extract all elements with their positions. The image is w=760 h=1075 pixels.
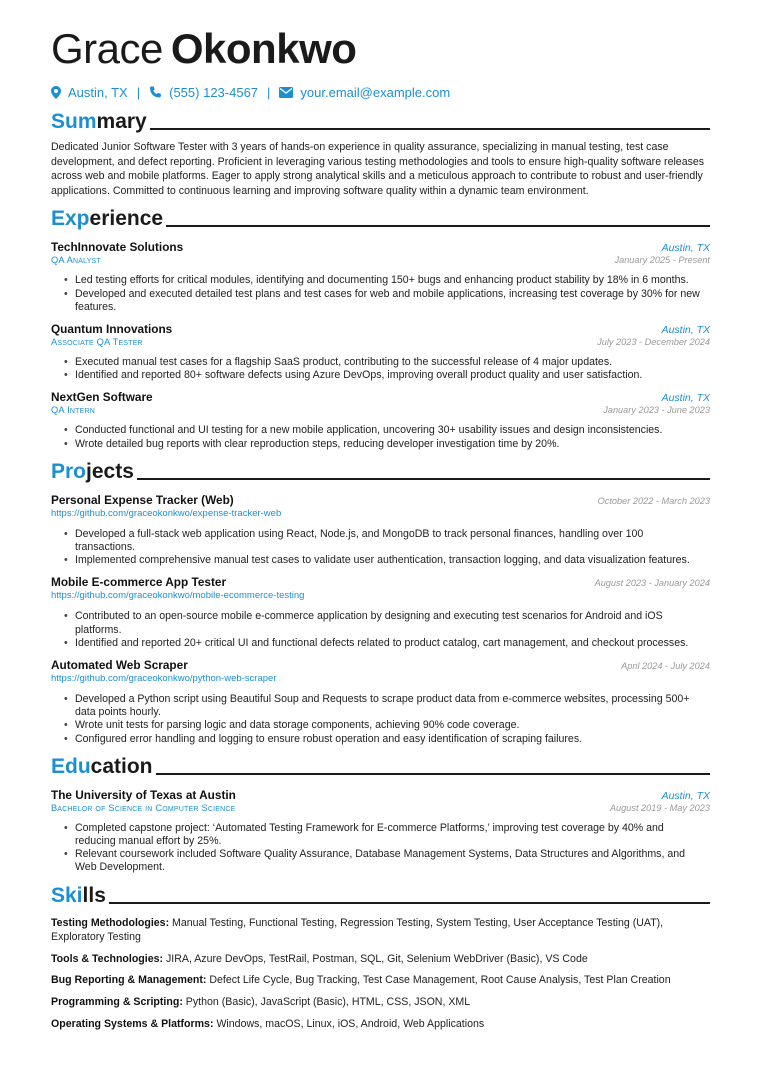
job-dates: January 2025 - Present [614,255,710,266]
job-title: QA Intern [51,405,95,416]
job-dates: July 2023 - December 2024 [597,336,710,347]
bullet-item: • Developed a full-stack web application using React, Node.js, and MongoDB to track personal finances, handling over 100 transactions. [75,528,710,554]
project-dates: October 2022 - March 2023 [597,495,710,506]
section-rule [150,128,710,130]
skill-row [51,952,710,967]
contact-line [51,83,710,101]
bullet-item: • Completed capstone project: ‘Automated Testing Framework for E-commerce Platforms,’ improving test coverage by 40% and reducing manual effort by 25%. [75,822,710,848]
contact-location [51,85,128,100]
contact-separator: | [267,84,271,100]
job-location: Austin, TX [661,392,710,405]
job-dates: January 2023 - June 2023 [603,405,710,416]
project-name: Personal Expense Tracker (Web) [51,492,234,507]
first-name: Grace [51,25,163,72]
location-text: Austin, TX [68,84,128,100]
bullet-list [51,356,710,382]
bullet-list [51,822,710,875]
skill-value: Windows, macOS, Linux, iOS, Android, Web Applications [216,1017,485,1030]
section-rule [109,902,710,904]
bullet-list [51,610,710,650]
bullet-item: • Conducted functional and UI testing for a new mobile application, uncovering 30+ usability issues and design inconsistencies. [75,424,710,437]
bullet-item: • Led testing efforts for critical modules, identifying and documenting 150+ bugs and enhancing product stability by 18% in 6 months. [75,274,710,287]
map-pin-icon [51,86,61,99]
experience-entry [51,322,710,382]
skill-row [51,995,710,1010]
bullet-item: • Developed and executed detailed test plans and test cases for web and mobile applications, increasing test coverage by 30% for new features. [75,288,710,314]
project-dates: April 2024 - July 2024 [621,661,710,672]
job-location: Austin, TX [661,242,710,255]
project-link[interactable]: https://github.com/graceokonkwo/python-web-scraper [51,673,277,685]
phone-icon [149,86,162,99]
bullet-item: • Identified and reported 20+ critical UI and functional defects related to product catalog, cart management, and checkout processes. [75,637,710,650]
contact-email[interactable] [279,85,450,100]
bullet-item: • Contributed to an open-source mobile e-commerce application by designing and executing test scenarios for Android and iOS platforms. [75,610,710,636]
project-name: Automated Web Scraper [51,658,188,673]
section-rule [166,225,710,227]
candidate-name [51,24,710,74]
bullet-item: • Executed manual test cases for a flagship SaaS product, contributing to the successful release of 4 major updates. [75,356,710,369]
section-title: Skills [51,883,106,907]
bullet-list [51,424,710,450]
education-dates: August 2019 - May 2023 [609,802,710,813]
contact-separator: | [136,84,141,100]
job-title: Associate QA Tester [51,336,143,347]
contact-phone[interactable] [149,85,258,100]
skill-row [51,916,710,945]
bullet-item: • Wrote unit tests for parsing logic and data storage components, achieving 90% code coverage. [75,719,710,732]
skill-value: Manual Testing, Functional Testing, Regression Testing, System Testing, User Acceptance Testing (UAT), Exploratory Testing [51,916,664,944]
section-rule [156,773,710,775]
skill-value: Defect Life Cycle, Bug Tracking, Test Case Management, Root Cause Analysis, Test Plan Creation [209,974,671,987]
bullet-item: • Identified and reported 80+ software defects using Azure DevOps, improving overall product quality and user satisfaction. [75,369,710,382]
skills-heading [51,883,710,909]
summary-heading [51,109,710,135]
project-dates: August 2023 - January 2024 [594,578,710,589]
skill-row [51,973,710,988]
project-entry [51,493,710,568]
job-location: Austin, TX [661,323,710,336]
section-rule [137,478,710,480]
company-name: TechInnovate Solutions [51,240,184,255]
projects-heading [51,459,710,485]
section-title: Projects [51,459,134,483]
project-link[interactable]: https://github.com/graceokonkwo/mobile-ecommerce-testing [51,590,305,602]
bullet-item: • Relevant coursework included Software Quality Assurance, Database Management Systems, Data Structures and Algorithms, and Web Development. [75,848,710,874]
school-name: The University of Texas at Austin [51,787,236,802]
company-name: NextGen Software [51,390,153,405]
section-title: Experience [51,207,164,231]
bullet-list [51,528,710,568]
summary-text: Dedicated Junior Software Tester with 3 years of hands-on experience in quality assurance, specializing in manual testing, test case development, and defect reporting. Proficient in leveraging various testing methodologies and tools to ensure high-quality software releases across web and mobile platforms. Eager to apply strong analytical skills and a meticulous approach to contribute to robust and user-friendly applications. Committed to continuous learning and improving software quality within a dynamic team environment. [51,141,705,197]
bullet-list [51,274,710,314]
skill-value: Python (Basic), JavaScript (Basic), HTML, CSS, JSON, XML [185,996,471,1009]
company-name: Quantum Innovations [51,321,173,336]
bullet-item: • Developed a Python script using Beautiful Soup and Requests to scrape product data from e-commerce websites, processing 500+ data points hourly. [75,693,710,719]
experience-entry [51,240,710,314]
project-link[interactable]: https://github.com/graceokonkwo/expense-tracker-web [51,507,282,519]
job-title: QA Analyst [51,255,101,266]
education-entry [51,788,710,875]
envelope-icon [279,87,293,98]
bullet-list [51,693,710,746]
bullet-item: • Implemented comprehensive manual test cases to validate user authentication, transaction logging, and data visualization features. [75,554,710,567]
skill-label: Programming & Scripting: [51,996,183,1009]
section-title: Education [51,754,153,778]
skill-label: Operating Systems & Platforms: [51,1017,214,1030]
last-name: Okonkwo [170,25,357,72]
bullet-item: • Wrote detailed bug reports with clear reproduction steps, reducing developer investigation time by 20%. [75,438,710,451]
phone-text[interactable]: (555) 123-4567 [169,84,259,100]
email-link[interactable]: your.email@example.com [300,84,451,100]
project-entry [51,658,710,746]
school-location: Austin, TX [661,789,710,802]
skill-value: JIRA, Azure DevOps, TestRail, Postman, SQL, Git, Selenium WebDriver (Basic), VS Code [165,952,588,965]
degree: Bachelor of Science in Computer Science [51,802,236,813]
skill-label: Tools & Technologies: [51,952,164,965]
project-name: Mobile E-commerce App Tester [51,575,227,590]
skill-label: Bug Reporting & Management: [51,974,207,987]
bullet-item: • Configured error handling and logging to ensure robust operation and easy identification of scraping failures. [75,733,710,746]
skill-row [51,1017,710,1032]
project-entry [51,575,710,650]
education-heading [51,754,710,780]
experience-entry [51,390,710,450]
experience-heading [51,206,710,232]
skill-label: Testing Methodologies: [51,916,170,929]
section-title: Summary [51,110,147,133]
